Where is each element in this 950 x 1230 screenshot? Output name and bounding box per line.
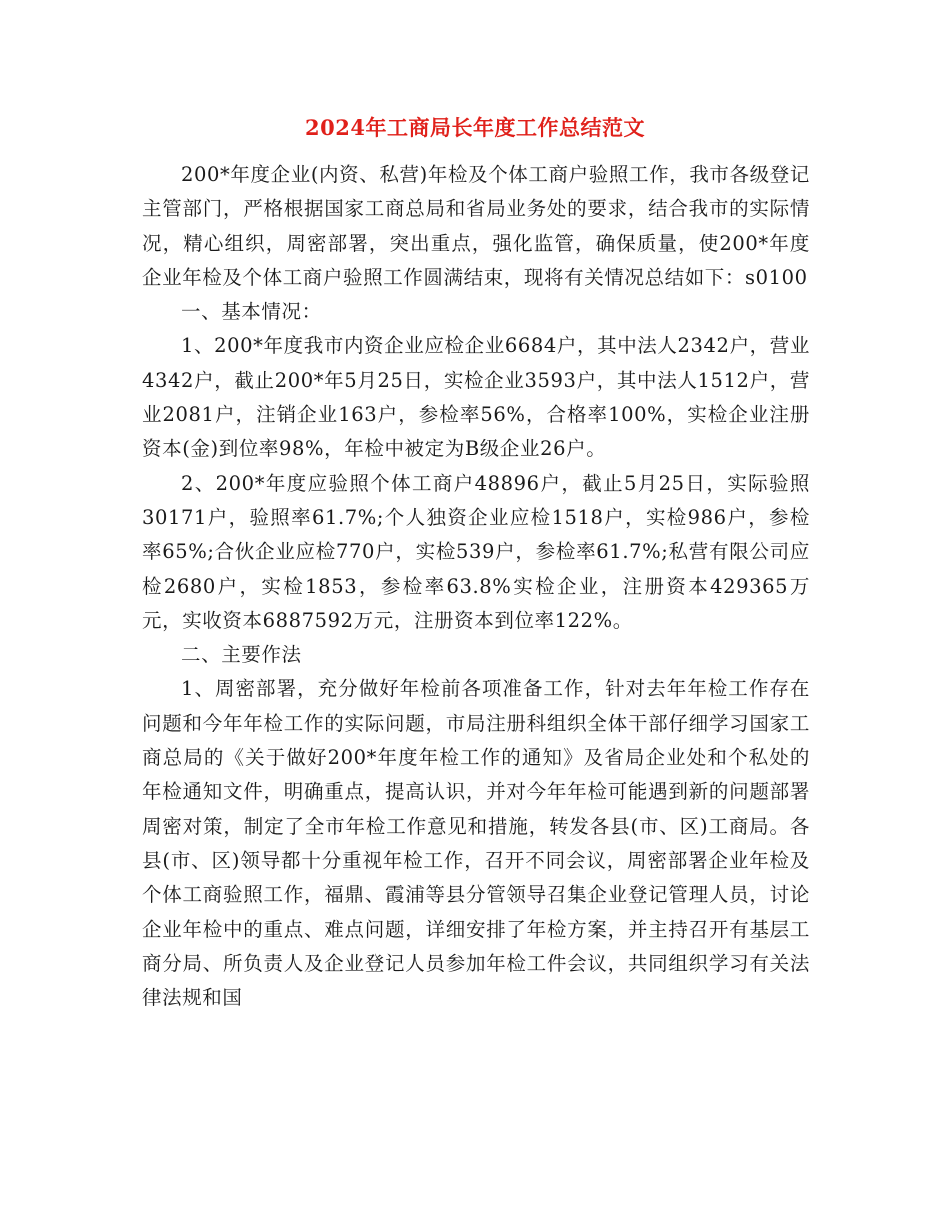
document-title: 2024年工商局长年度工作总结范文 bbox=[305, 115, 645, 140]
document-body bbox=[142, 158, 810, 1015]
paragraph-intro: 200*年度企业(内资、私营)年检及个体工商户验照工作，我市各级登记主管部门，严格根据国家工商总局和省局业务处的要求，结合我市的实际情况，精心组织，周密部署，突出重点，强化监管，确保质量，使200*年度企业年检及个体工商户验照工作圆满结束，现将有关情况总结如下：s0100 bbox=[142, 163, 810, 289]
paragraph-individual-license-inspection: 2、200*年度应验照个体工商户48896户，截止5月25日，实际验照30171户，验照率61.7%;个人独资企业应检1518户，实检986户，参检率65%;合伙企业应检770户，实检539户，参检率61.7%;私营有限公司应检2680户，实检1853，参检率63.8%实检企业，注册资本429365万元，实收资本6887592万元，注册资本到位率122%。 bbox=[142, 471, 810, 632]
paragraph-deployment: 1、周密部署，充分做好年检前各项准备工作，针对去年年检工作存在问题和今年年检工作的实际问题，市局注册科组织全体干部仔细学习国家工商总局的《关于做好200*年度年检工作的通知》及省局企业处和个私处的年检通知文件，明确重点，提高认识，并对今年年检可能遇到新的问题部署周密对策，制定了全市年检工作意见和措施，转发各县(市、区)工商局。各县(市、区)领导都十分重视年检工作，召开不同会议，周密部署企业年检及个体工商验照工作，福鼎、霞浦等县分管领导召集企业登记管理人员，讨论企业年检中的重点、难点问题，详细安排了年检方案，并主持召开有基层工商分局、所负责人及企业登记人员参加年检工件会议，共同组织学习有关法律法规和国 bbox=[142, 677, 810, 1010]
section-heading-basic-situation: 一、基本情况： bbox=[181, 300, 322, 324]
paragraph-enterprise-inspection: 1、200*年度我市内资企业应检企业6684户，其中法人2342户，营业4342户，截止200*年5月25日，实检企业3593户，其中法人1512户，营业2081户，注销企业163户，参检率56%，合格率100%，实检企业注册资本(金)到位率98%，年检中被定为B级企业26户。 bbox=[142, 334, 810, 461]
section-heading-main-practices: 二、主要作法 bbox=[181, 643, 302, 667]
